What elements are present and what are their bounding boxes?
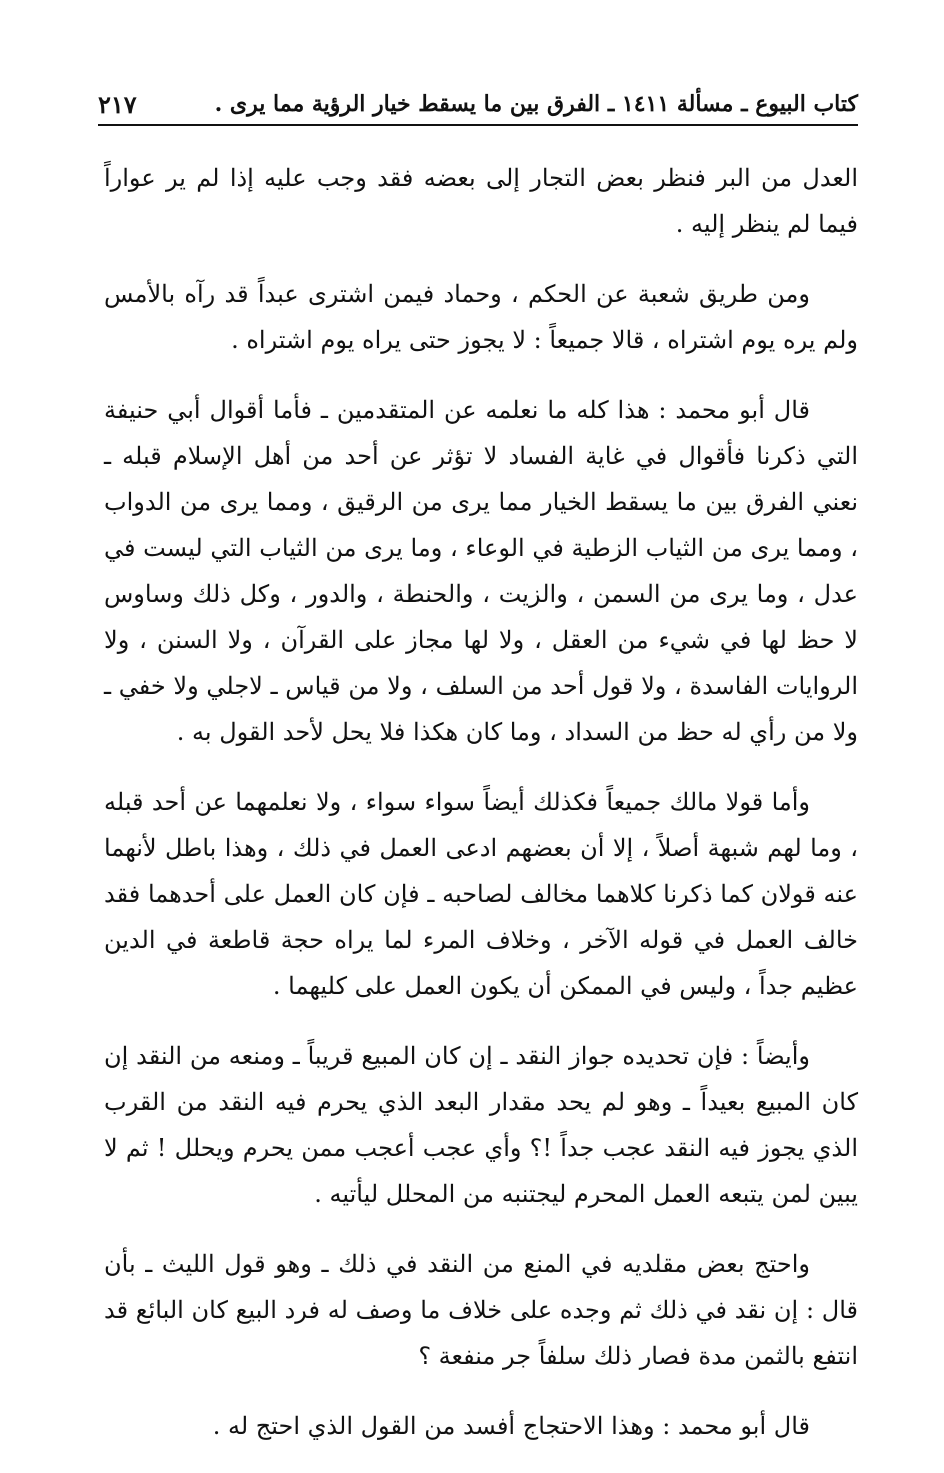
body-text: [104, 155, 858, 1473]
paragraph: قال أبو محمد : هذا كله ما نعلمه عن المتقدمين ـ فأما أقوال أبي حنيفة التي ذكرنا فأقوال في غاية الفساد لا تؤثر عن أحد من أهل الإسلام قبله ـ نعني الفرق بين ما يسقط الخيار مما يرى من الرقيق ، ومما يرى من الدواب ، ومما يرى من الثياب الزطية في الوعاء ، وما يرى من الثياب التي ليست في عدل ، وما يرى من السمن ، والزيت ، والحنطة ، والدور ، وكل ذلك وساوس لا حظ لها في شيء من العقل ، ولا لها مجاز على القرآن ، ولا السنن ، ولا الروايات الفاسدة ، ولا قول أحد من السلف ، ولا من قياس ـ لاجلي ولا خفي ـ ولا من رأي له حظ من السداد ، وما كان هكذا فلا يحل لأحد القول به .: [104, 396, 858, 746]
paragraph: العدل من البر فنظر بعض التجار إلى بعضه فقد وجب عليه إذا لم ير عواراً فيما لم ينظر إليه .: [104, 164, 858, 238]
paragraph: وأما قولا مالك جميعاً فكذلك أيضاً سواء سواء ، ولا نعلمهما عن أحد قبله ، وما لهم شبهة أصلاً ، إلا أن بعضهم ادعى العمل في ذلك ، وهذا باطل لأنهما عنه قولان كما ذكرنا كلاهما مخالف لصاحبه ـ فإن كان العمل على أحدهما فقد خالف العمل في قوله الآخر ، وخلاف المرء لما يراه حجة قاطعة في الدين عظيم جداً ، وليس في الممكن أن يكون العمل على كليهما .: [104, 788, 858, 1000]
page-number: ٢١٧: [98, 89, 137, 119]
paragraph: قال أبو محمد : وهذا الاحتجاج أفسد من القول الذي احتج له .: [212, 1412, 810, 1440]
page-header: [98, 84, 858, 126]
running-title: كتاب البيوع ـ مسألة ١٤١١ ـ الفرق بين ما يسقط خيار الرؤية مما يرى .: [214, 91, 858, 117]
paragraph: واحتج بعض مقلديه في المنع من النقد في ذلك ـ وهو قول الليث ـ بأن قال : إن نقد في ذلك ثم وجده على خلاف ما وصف له فرد البيع كان البائع قد انتفع بالثمن مدة فصار ذلك سلفاً جر منفعة ؟: [104, 1250, 858, 1370]
paragraph: ومن طريق شعبة عن الحكم ، وحماد فيمن اشترى عبداً قد رآه بالأمس ولم يره يوم اشتراه ، قالا جميعاً : لا يجوز حتى يراه يوم اشتراه .: [104, 280, 858, 354]
paragraph: وأيضاً : فإن تحديده جواز النقد ـ إن كان المبيع قريباً ـ ومنعه من النقد إن كان المبيع بعيداً ـ وهو لم يحد مقدار البعد الذي يحرم فيه النقد من القرب الذي يجوز فيه النقد عجب جداً !؟ وأي عجب أعجب ممن يحرم ويحلل ! ثم لا يبين لمن يتبعه العمل المحرم ليجتنبه من المحلل ليأتيه .: [104, 1042, 858, 1208]
